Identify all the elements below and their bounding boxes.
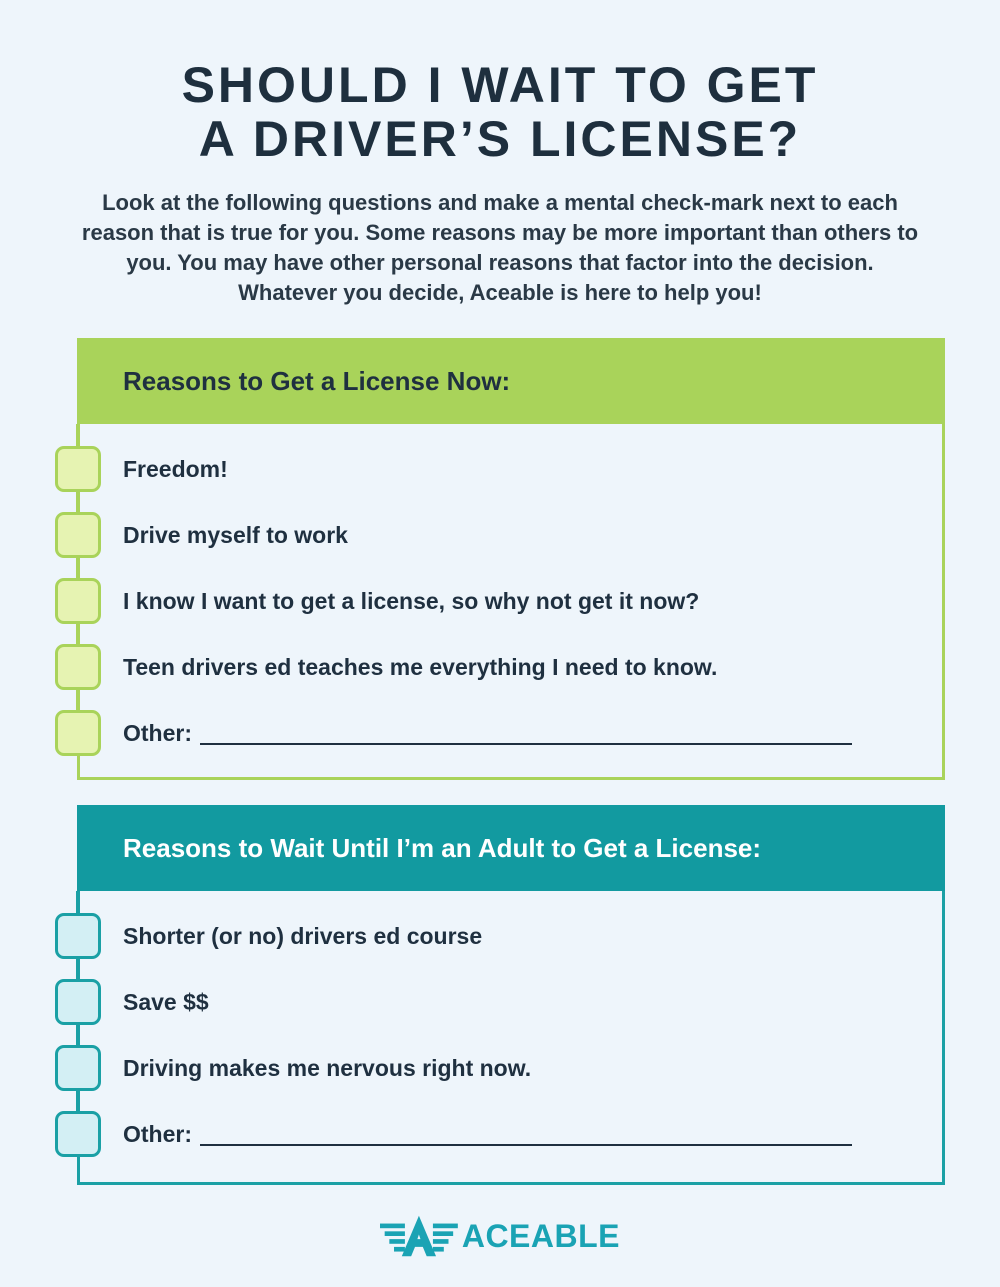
checklist-item-label: Freedom!: [123, 455, 228, 482]
aceable-a-logo-icon: [380, 1208, 458, 1264]
checklist-item-label: Shorter (or no) drivers ed course: [123, 922, 483, 949]
checklist-item-other[interactable]: [80, 710, 942, 756]
checklist-item-label: Driving makes me nervous right now.: [123, 1054, 532, 1081]
checkbox[interactable]: [55, 979, 101, 1025]
checkbox[interactable]: [55, 913, 101, 959]
wait-list: [77, 891, 945, 1185]
logo-wordmark: ACEABLE: [461, 1217, 620, 1254]
aceable-logo: [380, 1208, 620, 1264]
checklist-item-label: Save $$: [123, 988, 209, 1015]
other-label: Other:: [123, 1120, 192, 1147]
license-now-heading: Reasons to Get a License Now:: [77, 338, 945, 424]
title-line-1: SHOULD I WAIT TO GET: [181, 57, 819, 113]
page-title: [0, 58, 1000, 166]
checklist-item-label: Teen drivers ed teaches me everything I need to know.: [123, 653, 718, 680]
title-line-2: A DRIVER’S LICENSE?: [198, 111, 802, 167]
license-now-panel: [77, 338, 945, 780]
checklist-item-label: I know I want to get a license, so why not get it now?: [123, 587, 700, 614]
wait-heading: Reasons to Wait Until I’m an Adult to Get a License:: [77, 805, 945, 891]
checklist-item-other[interactable]: [80, 1111, 942, 1157]
checkbox[interactable]: [55, 578, 101, 624]
checkbox[interactable]: [55, 512, 101, 558]
intro-paragraph: Look at the following questions and make a mental check-mark next to each reason that is true for you. Some reasons may be more important than others to you. You may have other personal reasons that factor into the decision. Whatever you decide, Aceable is here to help you!: [81, 190, 919, 305]
other-blank-line[interactable]: [200, 743, 852, 745]
checklist-item[interactable]: [80, 979, 942, 1025]
checkbox[interactable]: [55, 446, 101, 492]
checklist-item[interactable]: [80, 446, 942, 492]
checklist-item[interactable]: [80, 913, 942, 959]
checklist-item[interactable]: [80, 578, 942, 624]
checkbox[interactable]: [55, 644, 101, 690]
other-blank-line[interactable]: [200, 1144, 852, 1146]
checkbox[interactable]: [55, 1045, 101, 1091]
checklist-item[interactable]: [80, 644, 942, 690]
checklist-item-label: Drive myself to work: [123, 521, 348, 548]
other-label: Other:: [123, 719, 192, 746]
other-row: [123, 1111, 852, 1157]
checkbox[interactable]: [55, 1111, 101, 1157]
checklist-item[interactable]: [80, 512, 942, 558]
other-row: [123, 710, 852, 756]
wait-panel: [77, 805, 945, 1185]
checkbox[interactable]: [55, 710, 101, 756]
checklist-item[interactable]: [80, 1045, 942, 1091]
license-now-list: [77, 424, 945, 780]
